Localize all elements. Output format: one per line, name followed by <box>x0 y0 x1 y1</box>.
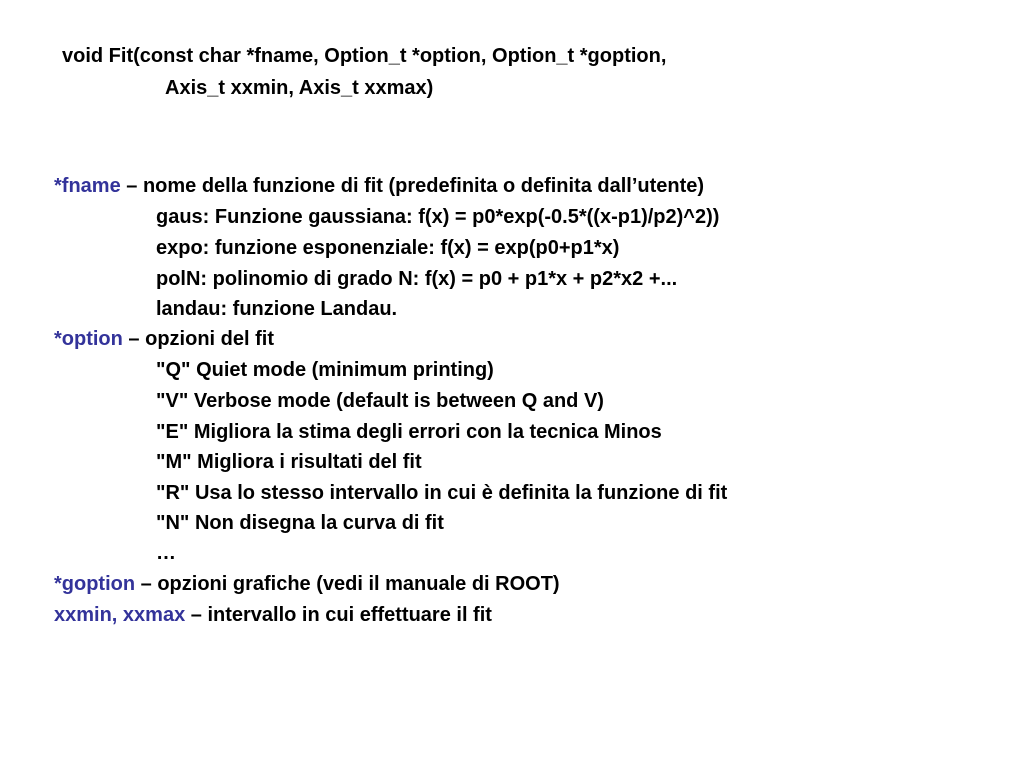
fname-item: landau: funzione Landau. <box>156 298 398 320</box>
option-item: "M" Migliora i risultati del fit <box>156 451 422 473</box>
param-name-goption: *goption <box>54 573 136 595</box>
signature-line-2: Axis_t xxmin, Axis_t xxmax) <box>165 77 434 99</box>
param-fname <box>54 174 704 198</box>
param-desc-goption: – opzioni grafiche (vedi il manuale di ROOT) <box>135 573 560 595</box>
fname-item: polN: polinomio di grado N: f(x) = p0 + p1*x + p2*x2 +... <box>156 268 678 290</box>
option-item: "N" Non disegna la curva di fit <box>156 512 444 534</box>
param-name-fname: *fname <box>54 175 121 197</box>
signature-line-1: void Fit(const char *fname, Option_t *option, Option_t *goption, <box>62 45 667 67</box>
fname-item: expo: funzione esponenziale: f(x) = exp(p0+p1*x) <box>156 237 620 259</box>
param-desc-fname: – nome della funzione di fit (predefinita o definita dall’utente) <box>120 175 705 197</box>
param-name-range: xxmin, xxmax <box>54 604 186 626</box>
option-item: "Q" Quiet mode (minimum printing) <box>156 359 494 381</box>
option-item: … <box>156 542 176 564</box>
param-desc-range: – intervallo in cui effettuare il fit <box>185 604 492 626</box>
param-desc-option: – opzioni del fit <box>122 328 274 350</box>
option-item: "V" Verbose mode (default is between Q and V) <box>156 390 604 412</box>
option-item: "R" Usa lo stesso intervallo in cui è definita la funzione di fit <box>156 482 728 504</box>
option-item: "E" Migliora la stima degli errori con la tecnica Minos <box>156 421 662 443</box>
fname-item: gaus: Funzione gaussiana: f(x) = p0*exp(-0.5*((x-p1)/p2)^2)) <box>156 206 720 228</box>
param-option <box>54 327 274 351</box>
param-name-option: *option <box>54 328 123 350</box>
param-goption <box>54 572 560 596</box>
param-range <box>54 603 492 627</box>
